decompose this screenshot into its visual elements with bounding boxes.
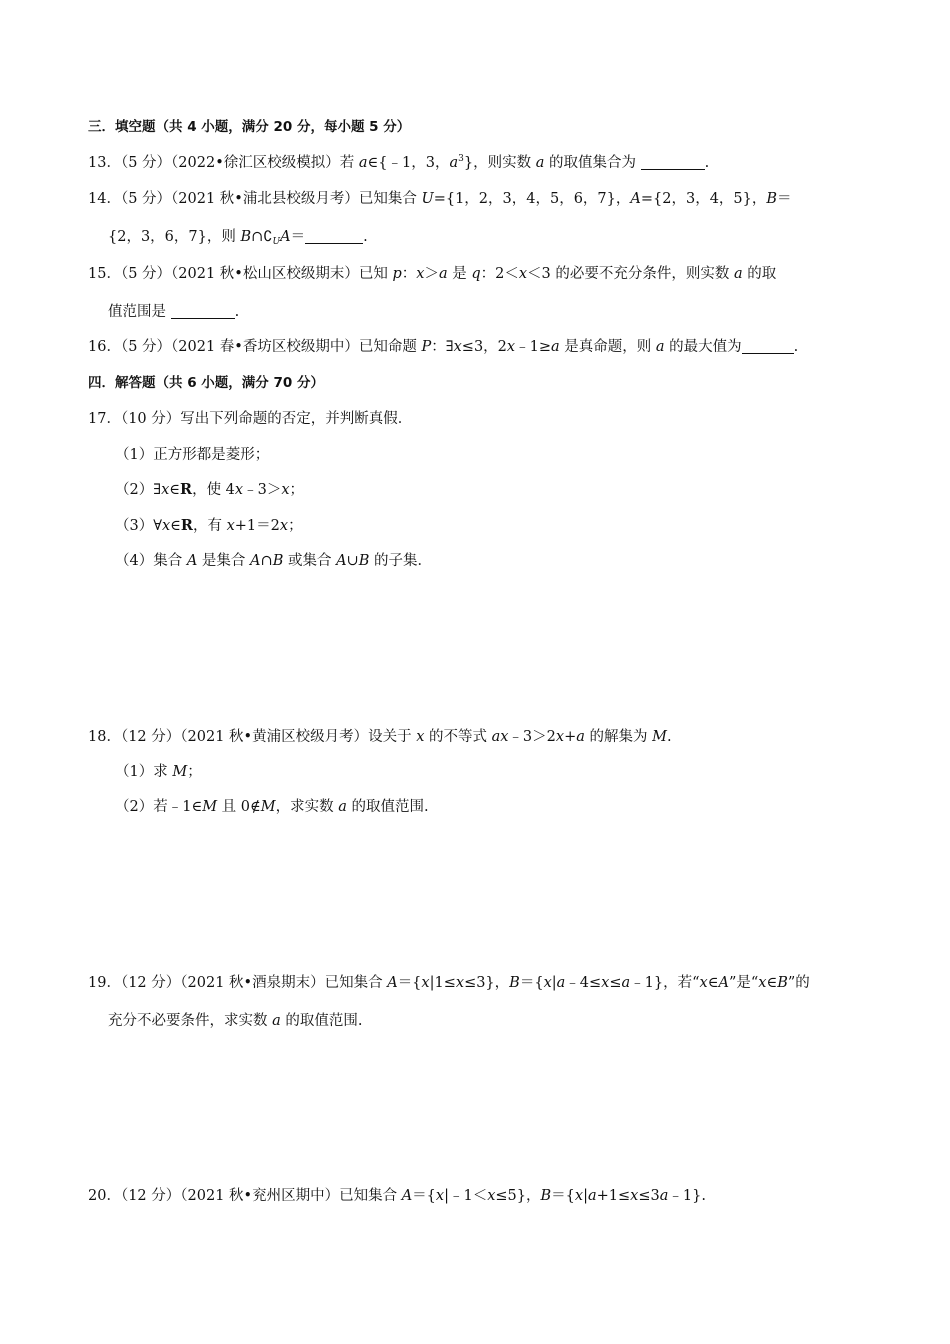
question-17-part-2: （2）∃x∈R，使 4x﹣3＞x； bbox=[115, 481, 305, 498]
section-heading-answer: 四．解答题（共 6 小题，满分 70 分） bbox=[88, 375, 324, 391]
question-18-part-2: （2）若﹣1∈M 且 0∉M，求实数 a 的取值范围. bbox=[115, 799, 429, 815]
question-17-part-1: （1）正方形都是菱形； bbox=[115, 447, 270, 463]
question-18: 18．（12 分）（2021 秋•黄浦区校级月考）设关于 x 的不等式 ax﹣3＞2x+a 的解集为 M. bbox=[88, 729, 672, 745]
answer-blank bbox=[305, 229, 363, 244]
answer-blank bbox=[742, 339, 794, 354]
question-18-part-1: （1）求 M； bbox=[115, 764, 202, 780]
question-14: 14．（5 分）（2021 秋•浦北县校级月考）已知集合 U={1，2，3，4，5，6，7}，A={2，3，4，5}，B＝ bbox=[88, 191, 792, 207]
question-17: 17．（10 分）写出下列命题的否定，并判断真假． bbox=[88, 411, 413, 427]
question-19-cont: 充分不必要条件，求实数 a 的取值范围. bbox=[108, 1013, 363, 1029]
question-16: 16．（5 分）（2021 春•香坊区校级期中）已知命题 P：∃x≤3，2x﹣1≥a 是真命题，则 a 的最大值为 . bbox=[88, 339, 799, 355]
question-17-part-4: （4）集合 A 是集合 A∩B 或集合 A∪B 的子集． bbox=[115, 553, 432, 569]
question-13: 13．（5 分）（2022•徐汇区校级模拟）若 a∈{﹣1，3，$a^3$}，则实数 a 的取值集合为 . bbox=[88, 154, 710, 171]
question-15-cont: 值范围是 . bbox=[108, 304, 240, 320]
question-14-cont: {2，3，6，7}，则 $B\cap∁_UA=$ . bbox=[108, 229, 368, 247]
question-20: 20．（12 分）（2021 秋•兖州区期中）已知集合 A＝{x|﹣1＜x≤5}，B＝{x|a+1≤x≤3a﹣1}. bbox=[88, 1188, 706, 1204]
question-17-part-3: （3）∀x∈R，有 x+1＝2x； bbox=[115, 517, 303, 534]
answer-blank bbox=[171, 304, 235, 319]
section-heading-fill-in: 三．填空题（共 4 小题，满分 20 分，每小题 5 分） bbox=[88, 119, 411, 135]
question-15: 15．（5 分）（2021 秋•松山区校级期末）已知 p：x＞a 是 q：2＜x＜3 的必要不充分条件，则实数 a 的取 bbox=[88, 266, 777, 282]
answer-blank bbox=[641, 155, 705, 170]
question-19: 19．（12 分）（2021 秋•酒泉期末）已知集合 A＝{x|1≤x≤3}，B＝{x|a﹣4≤x≤a﹣1}，若“x∈A”是“x∈B”的 bbox=[88, 975, 810, 991]
